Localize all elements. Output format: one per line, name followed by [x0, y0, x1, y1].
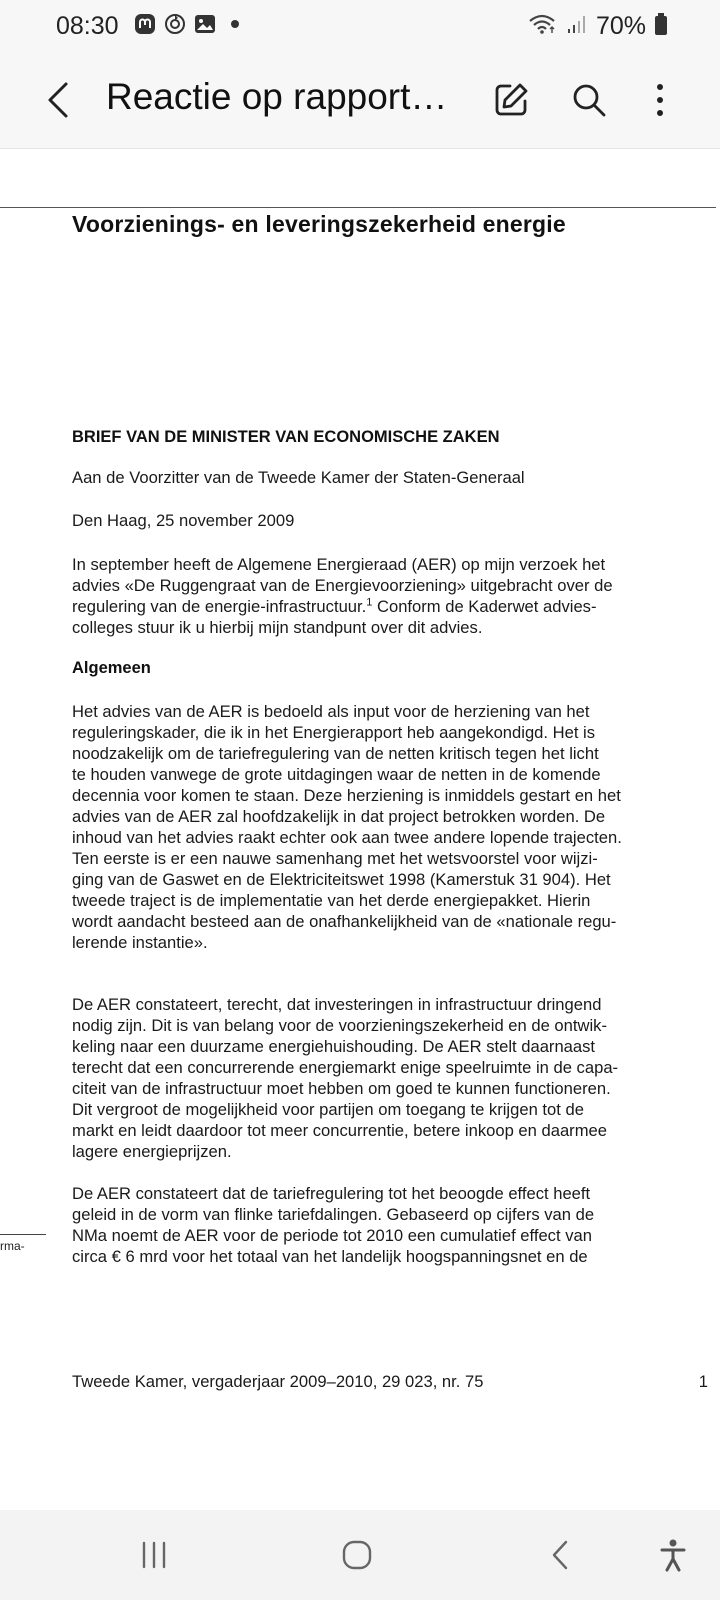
- text-line: circa € 6 mrd voor het totaal van het landelijk hoogspanningsnet en de: [72, 1247, 588, 1266]
- page-number: 1: [698, 1372, 708, 1391]
- text-line: reguleringskader, die ik in het Energierapport heb aangekondigd. Het is: [72, 723, 596, 742]
- text-line: colleges stuur ik u hierbij mijn standpunt over dit advies.: [72, 618, 483, 637]
- battery-percent: 70%: [595, 12, 646, 40]
- text-line: In september heeft de Algemene Energieraad (AER) op mijn verzoek het: [72, 555, 606, 574]
- search-button[interactable]: [564, 74, 614, 126]
- text-fragment: Conform de Kaderwet advies-: [372, 597, 597, 616]
- signal-icon: [566, 13, 588, 40]
- home-icon: [341, 1539, 373, 1571]
- status-right: [528, 12, 668, 41]
- text-line: markt en leidt daardoor tot meer concurrentie, betere inkoop en daarmee: [72, 1121, 607, 1140]
- section-title: Algemeen: [72, 659, 151, 677]
- recent-apps-icon: [139, 1541, 169, 1569]
- image-icon: [194, 13, 216, 35]
- text-line: geleid in de vorm van flinke tariefdalingen. Gebaseerd op cijfers van de: [72, 1205, 595, 1224]
- top-rule: [0, 207, 716, 208]
- text-line: decennia voor komen te staan. Deze herziening is inmiddels gestart en het: [72, 786, 621, 805]
- text-line: advies «De Ruggengraat van de Energievoorziening» uitgebracht over de: [72, 576, 613, 595]
- edit-icon: [492, 81, 530, 119]
- battery-icon: [654, 12, 668, 41]
- notification-icons: [134, 13, 246, 35]
- text-line: Het advies van de AER is bedoeld als input voor de herziening van het: [72, 702, 590, 721]
- text-line: De AER constateert, terecht, dat investeringen in infrastructuur dringend: [72, 995, 602, 1014]
- text-line: terecht dat een concurrerende energiemarkt enige speelruimte in de capa-: [72, 1058, 619, 1077]
- document-page[interactable]: [0, 149, 720, 1509]
- app-bar: [0, 52, 720, 149]
- mastodon-icon: [134, 13, 156, 35]
- paragraph-2: [72, 701, 712, 953]
- text-line: lerende instantie».: [72, 933, 208, 952]
- more-vert-icon: [655, 83, 665, 117]
- text-line: [72, 596, 712, 617]
- accessibility-button[interactable]: [643, 1528, 703, 1582]
- text-line: te houden vanwege de grote uitdagingen waar de netten in de komende: [72, 765, 601, 784]
- accessibility-icon: [659, 1538, 687, 1572]
- text-line: citeit van de infrastructuur moet hebben om goed te kunnen functioneren.: [72, 1079, 611, 1098]
- status-time: 08:30: [56, 12, 119, 40]
- text-line: Ten eerste is er een nauwe samenhang met het wetsvoorstel voor wijzi-: [72, 849, 598, 868]
- paragraph-3: [72, 994, 712, 1162]
- page-footer: Tweede Kamer, vergaderjaar 2009–2010, 29 023, nr. 75: [72, 1372, 484, 1391]
- text-line: ging van de Gaswet en de Elektriciteitswet 1998 (Kamerstuk 31 904). Het: [72, 870, 611, 889]
- text-line: De AER constateert dat de tariefregulering tot het beoogde effect heeft: [72, 1184, 591, 1203]
- back-nav-icon: [549, 1539, 571, 1571]
- text-line: NMa noemt de AER voor de periode tot 2010 een cumulatief effect van: [72, 1226, 592, 1245]
- edit-button[interactable]: [486, 74, 536, 126]
- more-options-button[interactable]: [640, 74, 680, 126]
- text-line: keling naar een duurzame energiehuishouding. De AER stelt daarnaast: [72, 1037, 596, 1056]
- text-line: Dit vergroot de mogelijkheid voor partijen om toegang te krijgen tot de: [72, 1100, 584, 1119]
- margin-note: rma-: [0, 1239, 25, 1253]
- text-fragment: regulering van de energie-infrastructuur.: [72, 597, 367, 616]
- text-line: tweede traject is de implementatie van het derde energiepakket. Hierin: [72, 891, 591, 910]
- sync-icon: [164, 13, 186, 35]
- text-line: inhoud van het advies raakt echter ook aan twee andere lopende trajecten.: [72, 828, 622, 847]
- wifi-icon: [528, 13, 558, 40]
- text-line: lagere energieprijzen.: [72, 1142, 232, 1161]
- back-icon: [44, 80, 72, 120]
- paragraph-1: [72, 554, 712, 638]
- paragraph-4: [72, 1183, 712, 1267]
- text-line: nodig zijn. Dit is van belang voor de voorzieningszekerheid en de ontwik-: [72, 1016, 607, 1035]
- nav-back-button[interactable]: [530, 1528, 590, 1582]
- search-icon: [571, 82, 607, 118]
- letter-title: BRIEF VAN DE MINISTER VAN ECONOMISCHE ZAKEN: [72, 428, 500, 446]
- dot-icon: [224, 13, 246, 35]
- back-button[interactable]: [36, 74, 80, 126]
- navigation-bar: [0, 1510, 720, 1600]
- home-button[interactable]: [327, 1528, 387, 1582]
- recent-apps-button[interactable]: [124, 1528, 184, 1582]
- text-line: noodzakelijk om de tariefregulering van de netten kritisch tegen het licht: [72, 744, 599, 763]
- document-heading: Voorzienings- en leveringszekerheid energie: [72, 211, 566, 237]
- status-bar: [0, 0, 720, 52]
- text-line: wordt aandacht besteed aan de onafhankelijkheid van de «nationale regu-: [72, 912, 617, 931]
- footnote-ref[interactable]: 1: [366, 596, 373, 609]
- text-line: advies van de AER zal hoofdzakelijk in dat project betrokken worden. De: [72, 807, 606, 826]
- letter-date: Den Haag, 25 november 2009: [72, 511, 295, 530]
- addressee: Aan de Voorzitter van de Tweede Kamer der Staten-Generaal: [72, 468, 525, 487]
- margin-rule: [0, 1234, 46, 1235]
- document-title: Reactie op rapport…: [106, 76, 448, 117]
